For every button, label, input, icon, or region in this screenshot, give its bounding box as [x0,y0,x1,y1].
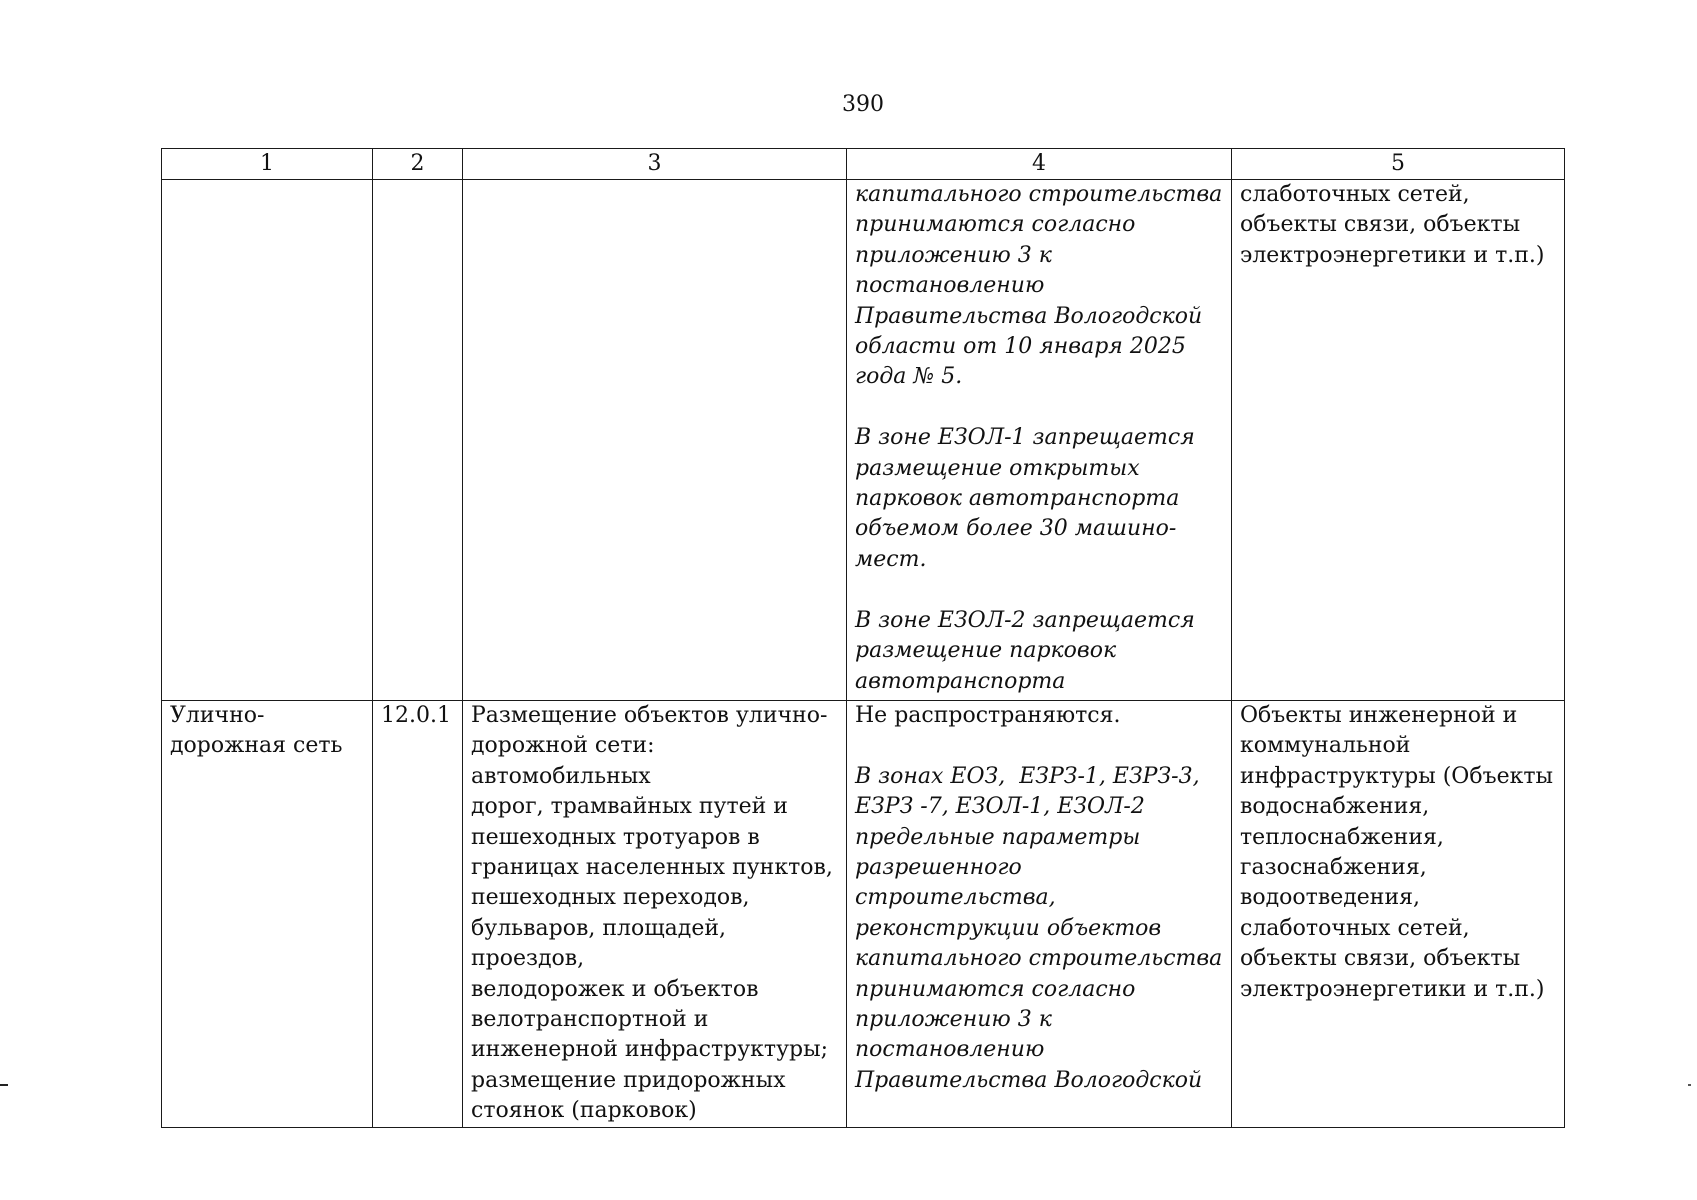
cell-auxiliary-uses [1232,701,1565,1128]
column-header-3: 3 [463,149,847,180]
margin-mark [1688,1084,1691,1086]
page-number: 390 [842,92,884,117]
cell-land-use-type [162,701,373,1128]
cell-parameters [847,180,1232,701]
cell-description [463,180,847,701]
cell-code [373,180,463,701]
code-text: 12.0.1 [381,703,451,728]
parameters-italic-text: В зонах ЕОЗ, ЕЗРЗ-1, ЕЗРЗ-3, ЕЗРЗ -7, ЕЗОЛ-1, ЕЗОЛ-2 предельные параметры разрешенного строительства, реконструкции объектов капитального строительства принимаются согласно приложению 3 к постановлению Правительства Вологодской [855,763,1223,1093]
cell-land-use-type [162,180,373,701]
spacer [855,731,1223,761]
column-header-4: 4 [847,149,1232,180]
column-header-5: 5 [1232,149,1565,180]
column-header-1: 1 [162,149,373,180]
table-header-row [162,149,1565,180]
cell-code [373,701,463,1128]
cell-auxiliary-uses [1232,180,1565,701]
parameters-text: капитального строительства принимаются согласно приложению 3 к постановлению Правительства Вологодской области от 10 января 2025 года № 5. В зоне ЕЗОЛ-1 запрещается размещение открытых парковок автотранспорта объемом более 30 машино- мест. В зоне ЕЗОЛ-2 запрещается размещение парковок автотранспорта [855,182,1223,694]
cell-parameters [847,701,1232,1128]
column-header-2: 2 [373,149,463,180]
auxiliary-uses-text: Объекты инженерной и коммунальной инфраструктуры (Объекты водоснабжения, теплоснабжения, газоснабжения, водоотведения, слаботочных сетей, объекты связи, объекты электроэнергетики и т.п.) [1240,703,1554,1002]
cell-description [463,701,847,1128]
parameters-normal-text: Не распространяются. [855,703,1121,728]
description-text: Размещение объектов улично- дорожной сети: автомобильных дорог, трамвайных путей и пешеходных тротуаров в границах населенных пунктов, пешеходных переходов, бульваров, площадей, проездов, велодорожек и объектов велотранспортной и инженерной инфраструктуры; размещение придорожных стоянок (парковок) [471,703,833,1124]
table-row [162,701,1565,1128]
margin-mark [0,1084,8,1086]
regulations-table [161,148,1565,1128]
land-use-type-text: Улично- дорожная сеть [170,703,343,759]
auxiliary-uses-text: слаботочных сетей, объекты связи, объекты электроэнергетики и т.п.) [1240,182,1545,268]
table-row [162,180,1565,701]
